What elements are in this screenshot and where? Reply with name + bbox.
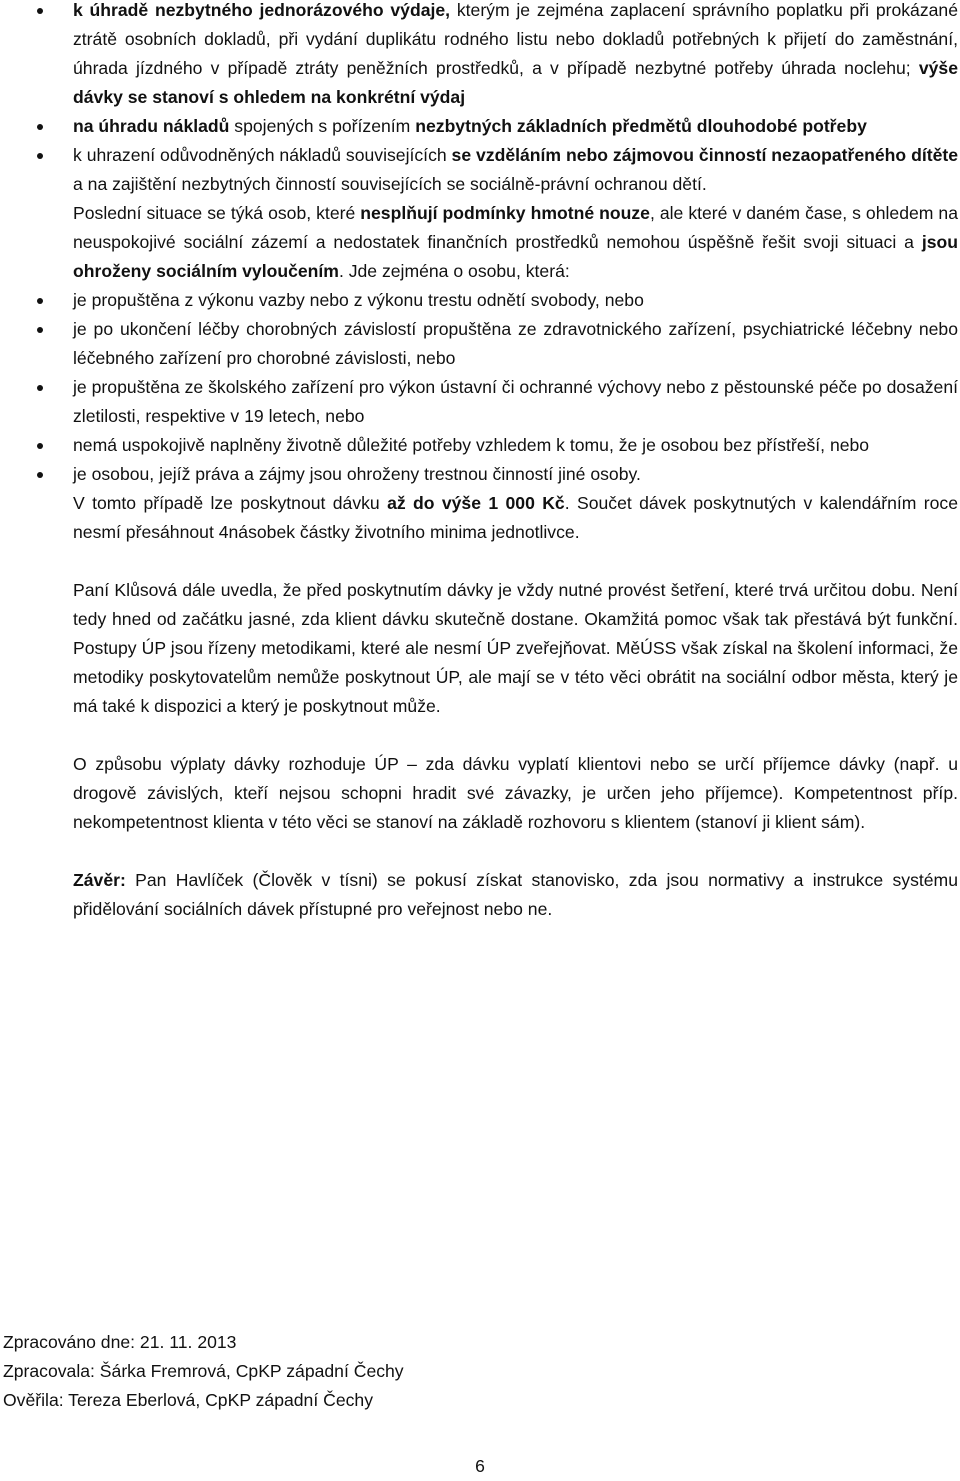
text-segment: kterým je zejména zaplacení správního poplatku při prokázané ztrátě osobních dokladů, při vydání duplikátu rodného listu nebo dokladů potřebných k přijetí do zaměstnání, úhrada jízdného v případě ztráty peněžních prostředků, a v případě nezbytné potřeby úhrada noclehu; (73, 0, 958, 78)
list-item: je propuštěna ze školského zařízení pro výkon ústavní či ochranné výchovy nebo z pěstounské péče po dosažení zletilosti, respektive v 19 letech, nebo (73, 373, 958, 431)
bold-text-segment: jsou ohroženy sociálním vyloučením (73, 232, 958, 281)
conclusion-label: Závěr: (73, 870, 126, 890)
text-segment: V tomto případě lze poskytnout dávku (73, 493, 388, 513)
bold-text-segment: na úhradu nákladů (73, 116, 230, 136)
intro-paragraph (73, 199, 958, 286)
klusova-paragraph: Paní Klůsová dále uvedla, že před poskytnutím dávky je vždy nutné provést šetření, které trvá určitou dobu. Není tedy hned od začátku jasné, zda klient dávku skutečně dostane. Okamžitá pomoc však tak přestává být funkční. Postupy ÚP jsou řízeny metodikami, které ale nesmí ÚP zveřejňovat. MěÚSS však získal na školení informaci, že metodiky poskytovatelům nemůže poskytnout ÚP, ale mají se v této věci obrátit na sociální odbor města, který je má také k dispozici a který je poskytnout může. (73, 580, 958, 716)
list-item: je osobou, jejíž práva a zájmy jsou ohroženy trestnou činností jiné osoby. (73, 460, 958, 489)
text-segment: Poslední situace se týká osob, které (73, 203, 361, 223)
processed-date: Zpracováno dne: 21. 11. 2013 (3, 1332, 237, 1352)
list-item: nemá uspokojivě naplněny životně důležité potřeby vzhledem k tomu, že je osobou bez přístřeší, nebo (73, 431, 958, 460)
eligible-persons-list (73, 286, 958, 489)
document-body (73, 0, 958, 924)
bold-text-segment: nesplňují podmínky hmotné nouze (360, 203, 650, 223)
text-segment: k uhrazení odůvodněných nákladů souvisejících (73, 145, 452, 165)
text-segment: . Jde zejména o osobu, která: (338, 261, 570, 281)
processed-by: Zpracovala: Šárka Fremrová, CpKP západní Čechy (3, 1361, 404, 1381)
page-number: 6 (475, 1456, 485, 1476)
bold-text-segment: k úhradě nezbytného jednorázového výdaje, (73, 0, 451, 20)
list-item (73, 0, 958, 112)
list-item (73, 112, 958, 141)
list-item: je propuštěna z výkonu vazby nebo z výkonu trestu odnětí svobody, nebo (73, 286, 958, 315)
bold-text-segment: nezbytných základních předmětů dlouhodobé potřeby (415, 116, 867, 136)
conclusion-paragraph (73, 866, 958, 924)
verified-by: Ověřila: Tereza Eberlová, CpKP západní Čechy (3, 1390, 373, 1410)
text-segment: a na zajištění nezbytných činností souvisejících se sociálně-právní ochranou dětí. (73, 174, 707, 194)
benefit-purpose-list (73, 0, 958, 199)
bold-text-segment: až do výše 1 000 Kč (387, 493, 565, 513)
bold-text-segment: se vzděláním nebo zájmovou činností nezaopatřeného dítěte (451, 145, 958, 165)
list-item (73, 141, 958, 199)
text-segment: spojených s pořízením (229, 116, 416, 136)
amount-paragraph (73, 489, 958, 547)
document-footer (3, 1328, 404, 1415)
text-segment: . Součet dávek poskytnutých v kalendářním roce nesmí přesáhnout 4násobek částky životního minima jednotlivce. (73, 493, 958, 542)
conclusion-text: Pan Havlíček (Člověk v tísni) se pokusí získat stanovisko, zda jsou normativy a instrukce systému přidělování sociálních dávek přístupné pro veřejnost nebo ne. (73, 870, 958, 919)
list-item: je po ukončení léčby chorobných závislostí propuštěna ze zdravotnického zařízení, psychiatrické léčebny nebo léčebného zařízení pro chorobné závislosti, nebo (73, 315, 958, 373)
text-segment: , ale které v daném čase, s ohledem na neuspokojivé sociální zázemí a nedostatek finančních prostředků nemohou úspěšně řešit svoji situaci a (73, 203, 958, 252)
payment-method-paragraph: O způsobu výplaty dávky rozhoduje ÚP – zda dávku vyplatí klientovi nebo se určí příjemce dávky (např. u drogově závislých, kteří nejsou schopni hradit své závazky, je určen jeho příjemce). Kompetentnost příp. nekompetentnost klienta v této věci se stanoví na základě rozhovoru s klientem (stanoví ji klient sám). (73, 754, 958, 832)
bold-text-segment: výše dávky se stanoví s ohledem na konkrétní výdaj (73, 58, 958, 107)
